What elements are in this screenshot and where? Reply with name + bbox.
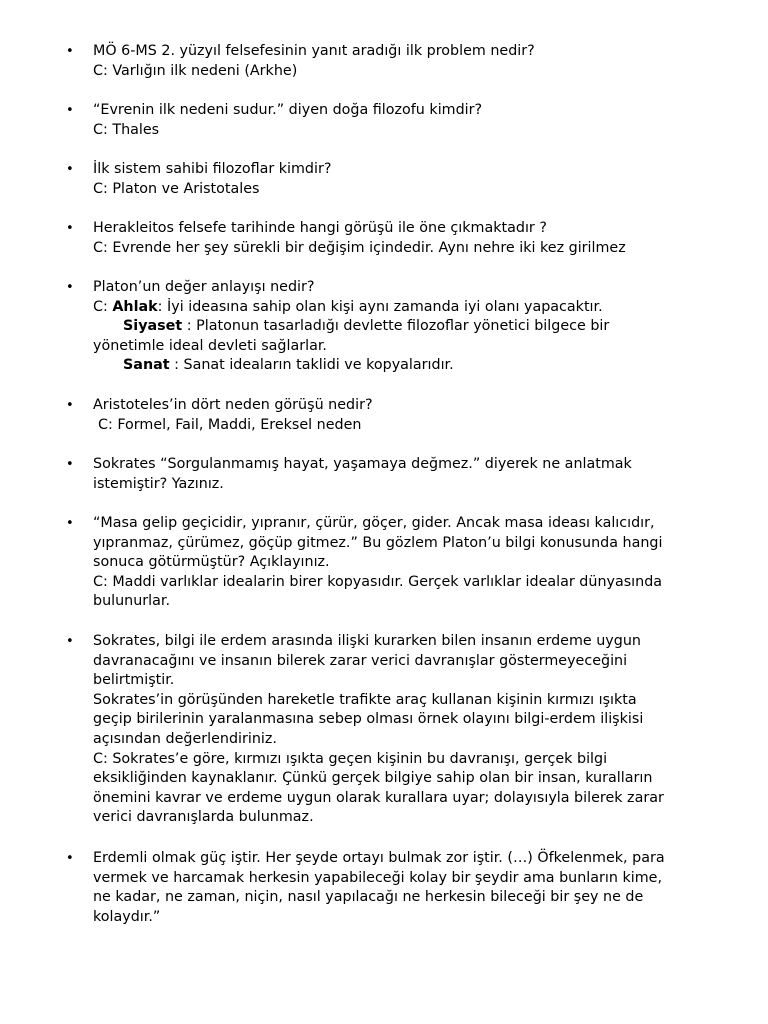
answer-text: C: Thales [93, 121, 160, 138]
item-body [93, 42, 733, 81]
question-line: sonuca götürmüştür? Açıklayınız. [93, 554, 330, 571]
bullet: • [66, 162, 74, 177]
bullet: • [66, 851, 74, 866]
text-line: ne kadar, ne zaman, niçin, nasıl yapılacağı ne herkesin bileceği bir şey ne de [93, 889, 644, 906]
item-body [93, 219, 733, 258]
question-text: Herakleitos felsefe tarihinde hangi görüşü ile öne çıkmaktadır ? [93, 220, 547, 236]
answer-ahlak-line [93, 298, 733, 318]
bullet: • [66, 516, 74, 531]
text-line: Erdemli olmak güç iştir. Her şeyde ortayı bulmak zor iştir. (…) Öfkelenmek, para [93, 850, 665, 866]
ahlak-text: : İyi ideasına sahip olan kişi aynı zamanda iyi olanı yapacaktır. [157, 298, 603, 315]
answer-prefix: C: [93, 298, 113, 315]
answer-sanat-line [93, 356, 733, 376]
bullet: • [66, 634, 74, 649]
bullet: • [66, 44, 74, 59]
item-body [93, 101, 733, 140]
sanat-text: : Sanat ideaların taklidi ve kopyalarıdır. [169, 357, 454, 374]
answer-line: önemini kavrar ve erdeme uygun olarak kurallara uyar; dolayısıyla bilerek zarar [93, 789, 664, 806]
question-line: Sokrates “Sorgulanmamış hayat, yaşamaya değmez.” diyerek ne anlatmak [93, 456, 632, 472]
bullet: • [66, 457, 74, 472]
question-text: İlk sistem sahibi filozoflar kimdir? [93, 161, 332, 177]
text-line: davranacağını ve insanın bilerek zarar verici davranışlar göstermeyeceğini [93, 652, 628, 669]
text-line: geçip birilerinin yaralanmasına sebep olması örnek olayını bilgi-erdem ilişkisi [93, 711, 644, 728]
text-line: açısından değerlendiriniz. [93, 730, 277, 747]
question-text: Aristoteles’in dört neden görüşü nedir? [93, 397, 373, 413]
bullet: • [66, 221, 74, 236]
bullet: • [66, 280, 74, 295]
text-line: vermek ve harcamak herkesin yapabileceği kolay bir şeydir ama bunların kime, [93, 869, 662, 886]
text-line: Sokrates, bilgi ile erdem arasında ilişki kurarken bilen insanın erdeme uygun [93, 633, 641, 649]
answer-siyaset-line [93, 317, 733, 337]
item-body [93, 514, 733, 612]
item-body [93, 396, 733, 435]
item-body [93, 849, 733, 927]
answer-line: verici davranışlarda bulunmaz. [93, 809, 314, 826]
question-line: istemiştir? Yazınız. [93, 475, 224, 492]
answer-text: C: Platon ve Aristotales [93, 180, 260, 197]
siyaset-text: : Platonun tasarladığı devlette filozoflar yönetici bilgece bir [182, 318, 610, 335]
item-body [93, 632, 733, 828]
answer-line: C: Sokrates’e göre, kırmızı ışıkta geçen kişinin bu davranışı, gerçek bilgi [93, 750, 608, 767]
item-body [93, 160, 733, 199]
siyaset-label: Siyaset [123, 318, 183, 335]
bullet: • [66, 103, 74, 118]
text-line: Sokrates’in görüşünden hareketle trafikte araç kullanan kişinin kırmızı ışıkta [93, 691, 637, 708]
question-line: yıpranmaz, çürümez, göçüp gitmez.” Bu gözlem Platon’u bilgi konusunda hangi [93, 534, 663, 551]
answer-line: bulunurlar. [93, 593, 171, 610]
item-body [93, 278, 733, 376]
answer-text: C: Varlığın ilk nedeni (Arkhe) [93, 62, 298, 79]
ahlak-label: Ahlak [112, 298, 158, 315]
text-line: belirtmiştir. [93, 672, 175, 689]
question-line: “Masa gelip geçicidir, yıpranır, çürür, göçer, gider. Ancak masa ideası kalıcıdır, [93, 515, 655, 531]
question-text: “Evrenin ilk nedeni sudur.” diyen doğa filozofu kimdir? [93, 102, 483, 118]
bullet: • [66, 398, 74, 413]
item-body [93, 455, 733, 494]
question-text: Platon’un değer anlayışı nedir? [93, 279, 315, 295]
sanat-label: Sanat [123, 357, 170, 374]
answer-line: C: Maddi varlıklar idealarin birer kopyasıdır. Gerçek varlıklar idealar dünyasında [93, 573, 663, 590]
answer-line: eksikliğinden kaynaklanır. Çünkü gerçek bilgiye sahip olan bir insan, kuralların [93, 770, 653, 787]
answer-siyaset-continued: yönetimle ideal devleti sağlarlar. [93, 337, 327, 354]
question-text: MÖ 6-MS 2. yüzyıl felsefesinin yanıt aradığı ilk problem nedir? [93, 43, 535, 59]
text-line: kolaydır.” [93, 908, 161, 925]
answer-text: C: Evrende her şey sürekli bir değişim içindedir. Aynı nehre iki kez girilmez [93, 239, 626, 256]
answer-text: C: Formel, Fail, Maddi, Ereksel neden [98, 416, 362, 433]
